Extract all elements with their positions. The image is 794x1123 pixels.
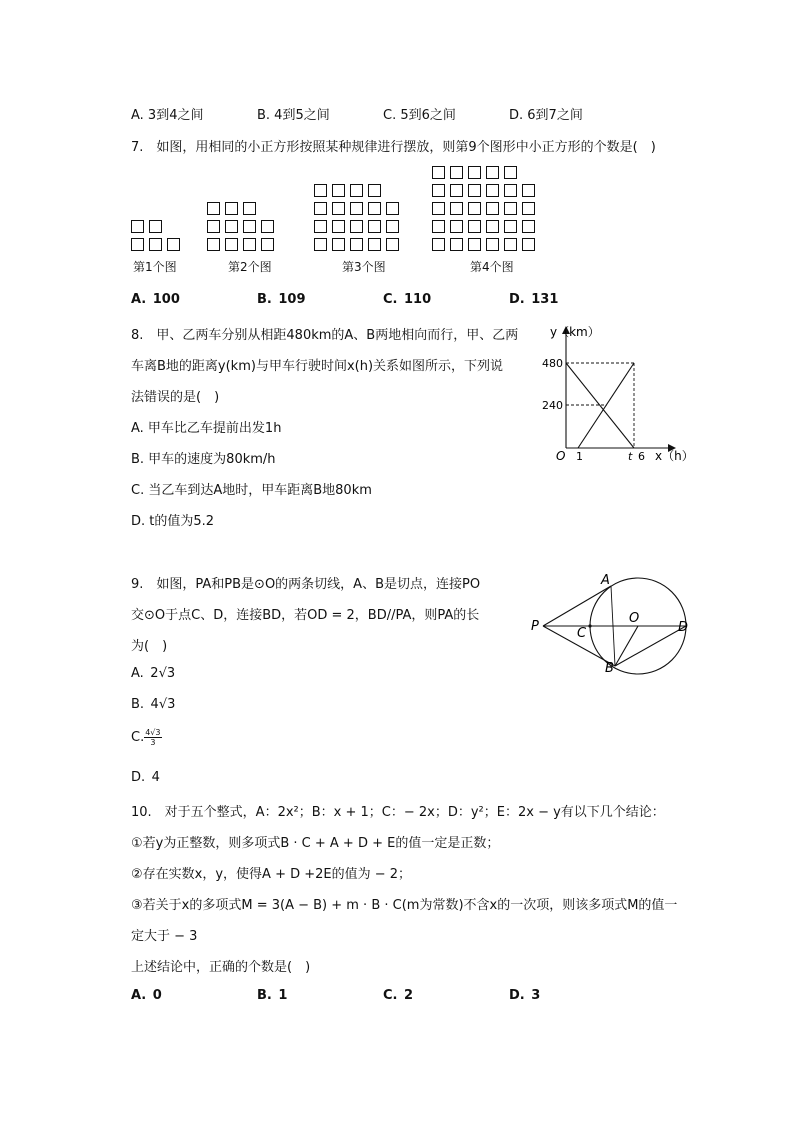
q7-small-square bbox=[332, 238, 345, 251]
q8-x-tick-1: 1 bbox=[576, 450, 583, 463]
q7-small-square bbox=[332, 202, 345, 215]
q7-small-square bbox=[522, 238, 535, 251]
q7-small-square bbox=[522, 184, 535, 197]
q7-small-square bbox=[386, 202, 399, 215]
q7-small-square bbox=[314, 202, 327, 215]
q7-stem: 7. 如图，用相同的小正方形按照某种规律进行摆放，则第9个图形中小正方形的个数是( ) bbox=[131, 140, 656, 155]
q7-small-square bbox=[504, 184, 517, 197]
q9-tangent-pa bbox=[543, 586, 611, 626]
q8-line-jia bbox=[566, 363, 634, 448]
q7-small-square bbox=[225, 238, 238, 251]
q8-y-axis-label: y（km） bbox=[550, 325, 600, 339]
q7-small-square bbox=[432, 220, 445, 233]
q7-small-square bbox=[350, 238, 363, 251]
q7-option-d: D. 131 bbox=[509, 292, 559, 307]
q6-option-c: C. 5到6之间 bbox=[383, 108, 456, 123]
q6-option-b: B. 4到5之间 bbox=[257, 108, 330, 123]
q7-small-square bbox=[314, 238, 327, 251]
q7-caption-3: 第3个图 bbox=[342, 260, 386, 274]
q7-small-square bbox=[468, 220, 481, 233]
q7-small-square bbox=[504, 220, 517, 233]
q8-y-tick-480: 480 bbox=[542, 357, 563, 370]
q10-option-a: A. 0 bbox=[131, 988, 162, 1003]
q7-small-square bbox=[504, 202, 517, 215]
q9-line-2: 交⊙O于点C、D，连接BD，若OD = 2，BD//PA，则PA的长 bbox=[131, 608, 480, 623]
q8-option-d: D. t的值为5.2 bbox=[131, 514, 215, 529]
q7-small-square bbox=[167, 238, 180, 251]
q7-small-square bbox=[450, 184, 463, 197]
q7-small-square bbox=[131, 238, 144, 251]
q8-option-c: C. 当乙车到达A地时，甲车距离B地80km bbox=[131, 483, 372, 498]
q7-small-square bbox=[486, 238, 499, 251]
q8-distance-time-graph bbox=[530, 320, 700, 470]
q7-small-square bbox=[486, 202, 499, 215]
q7-small-square bbox=[468, 166, 481, 179]
q7-small-square bbox=[131, 220, 144, 233]
q9-point-c bbox=[588, 624, 591, 627]
q8-line-1: 8. 甲、乙两车分别从相距480km的A、B两地相向而行，甲、乙两 bbox=[131, 328, 519, 343]
q9-option-c bbox=[131, 728, 162, 747]
q7-small-square bbox=[522, 220, 535, 233]
q7-small-square bbox=[207, 202, 220, 215]
q9-circle-tangent-figure bbox=[525, 568, 705, 678]
q7-small-square bbox=[522, 202, 535, 215]
q8-x-tick-6: 6 bbox=[638, 450, 645, 463]
q7-small-square bbox=[314, 184, 327, 197]
q7-small-square bbox=[432, 184, 445, 197]
q7-small-square bbox=[332, 184, 345, 197]
q7-small-square bbox=[468, 238, 481, 251]
q9-label-d: D bbox=[678, 620, 689, 635]
q7-small-square bbox=[149, 220, 162, 233]
q6-option-d: D. 6到7之间 bbox=[509, 108, 583, 123]
q7-small-square bbox=[386, 238, 399, 251]
q7-small-square bbox=[486, 220, 499, 233]
q10-line-5: 定大于 − 3 bbox=[131, 929, 198, 944]
q7-small-square bbox=[225, 202, 238, 215]
q9-line-1: 9. 如图，PA和PB是⊙O的两条切线，A、B是切点，连接PO bbox=[131, 577, 481, 592]
q8-x-axis-label: x（h） bbox=[655, 449, 694, 463]
q7-small-square bbox=[468, 202, 481, 215]
q7-small-square bbox=[386, 220, 399, 233]
q7-small-square bbox=[486, 184, 499, 197]
q7-small-square bbox=[468, 184, 481, 197]
q7-small-square bbox=[207, 220, 220, 233]
q7-small-square bbox=[207, 238, 220, 251]
q9-label-b: B bbox=[605, 661, 614, 676]
q7-small-square bbox=[314, 220, 327, 233]
q7-small-square bbox=[350, 220, 363, 233]
q7-small-square bbox=[368, 202, 381, 215]
q7-small-square bbox=[350, 184, 363, 197]
q9-label-a: A bbox=[601, 573, 610, 588]
q7-small-square bbox=[504, 166, 517, 179]
q7-small-square bbox=[450, 220, 463, 233]
q8-line-3: 法错误的是( ) bbox=[131, 390, 220, 405]
q9-option-c-denominator: 3 bbox=[150, 738, 156, 747]
q7-caption-1: 第1个图 bbox=[133, 260, 177, 274]
q10-line-4: ③若关于x的多项式M = 3(A − B) + m · B · C(m为常数)不含x的一次项，则该多项式M的值一 bbox=[131, 898, 678, 913]
q7-small-square bbox=[243, 220, 256, 233]
q10-option-c: C. 2 bbox=[383, 988, 414, 1003]
q8-origin-label: O bbox=[556, 449, 566, 463]
q10-option-d: D. 3 bbox=[509, 988, 541, 1003]
q7-options bbox=[131, 292, 691, 307]
q10-option-b: B. 1 bbox=[257, 988, 288, 1003]
q7-small-square bbox=[368, 238, 381, 251]
q7-small-square bbox=[504, 238, 517, 251]
q7-small-square bbox=[225, 220, 238, 233]
q7-small-square bbox=[243, 202, 256, 215]
q7-small-square bbox=[368, 220, 381, 233]
q7-small-square bbox=[450, 238, 463, 251]
q7-caption-2: 第2个图 bbox=[228, 260, 272, 274]
q7-small-square bbox=[486, 166, 499, 179]
q9-option-d: D. 4 bbox=[131, 770, 160, 785]
q8-line-yi bbox=[578, 363, 634, 448]
q10-line-6: 上述结论中，正确的个数是( ) bbox=[131, 960, 311, 975]
q8-line-2: 车离B地的距离y(km)与甲车行驶时间x(h)关系如图所示，下列说 bbox=[131, 359, 504, 374]
q7-small-square bbox=[261, 220, 274, 233]
q7-small-square bbox=[450, 202, 463, 215]
q10-line-1: 10. 对于五个整式，A：2x²；B：x + 1；C：− 2x；D：y²；E：2x − y有以下几个结论： bbox=[131, 805, 665, 820]
q9-option-a: A. 2√3 bbox=[131, 666, 176, 681]
q7-small-square bbox=[368, 184, 381, 197]
q9-option-c-label: C. bbox=[131, 730, 145, 745]
q9-option-c-numerator: 4√3 bbox=[145, 728, 161, 737]
q9-option-b: B. 4√3 bbox=[131, 697, 176, 712]
q8-option-b: B. 甲车的速度为80km/h bbox=[131, 452, 276, 467]
q7-option-b: B. 109 bbox=[257, 292, 306, 307]
q8-x-tick-t: t bbox=[628, 450, 633, 463]
q9-option-c-fraction bbox=[144, 728, 161, 747]
q7-option-a: A. 100 bbox=[131, 292, 180, 307]
q9-label-c: C bbox=[577, 626, 587, 641]
q7-small-square bbox=[149, 238, 162, 251]
q9-label-o: O bbox=[629, 611, 640, 626]
q6-option-a: A. 3到4之间 bbox=[131, 108, 204, 123]
q9-line-3: 为( ) bbox=[131, 639, 168, 654]
q7-small-square bbox=[432, 238, 445, 251]
q10-line-2: ①若y为正整数，则多项式B · C + A + D + E的值一定是正数； bbox=[131, 836, 500, 851]
q8-option-a: A. 甲车比乙车提前出发1h bbox=[131, 421, 282, 436]
q10-options bbox=[131, 988, 691, 1003]
q10-line-3: ②存在实数x，y，使得A + D +2E的值为 − 2； bbox=[131, 867, 412, 882]
q7-option-c: C. 110 bbox=[383, 292, 432, 307]
q9-label-p: P bbox=[531, 619, 539, 634]
q7-small-square bbox=[432, 202, 445, 215]
q7-small-square bbox=[332, 220, 345, 233]
q7-small-square bbox=[261, 238, 274, 251]
q7-small-square bbox=[450, 166, 463, 179]
q7-small-square bbox=[432, 166, 445, 179]
q7-small-square bbox=[243, 238, 256, 251]
q8-y-tick-240: 240 bbox=[542, 399, 563, 412]
q9-chord-bd bbox=[615, 626, 686, 666]
q7-small-square bbox=[350, 202, 363, 215]
q7-caption-4: 第4个图 bbox=[470, 260, 514, 274]
q6-options bbox=[131, 104, 691, 123]
